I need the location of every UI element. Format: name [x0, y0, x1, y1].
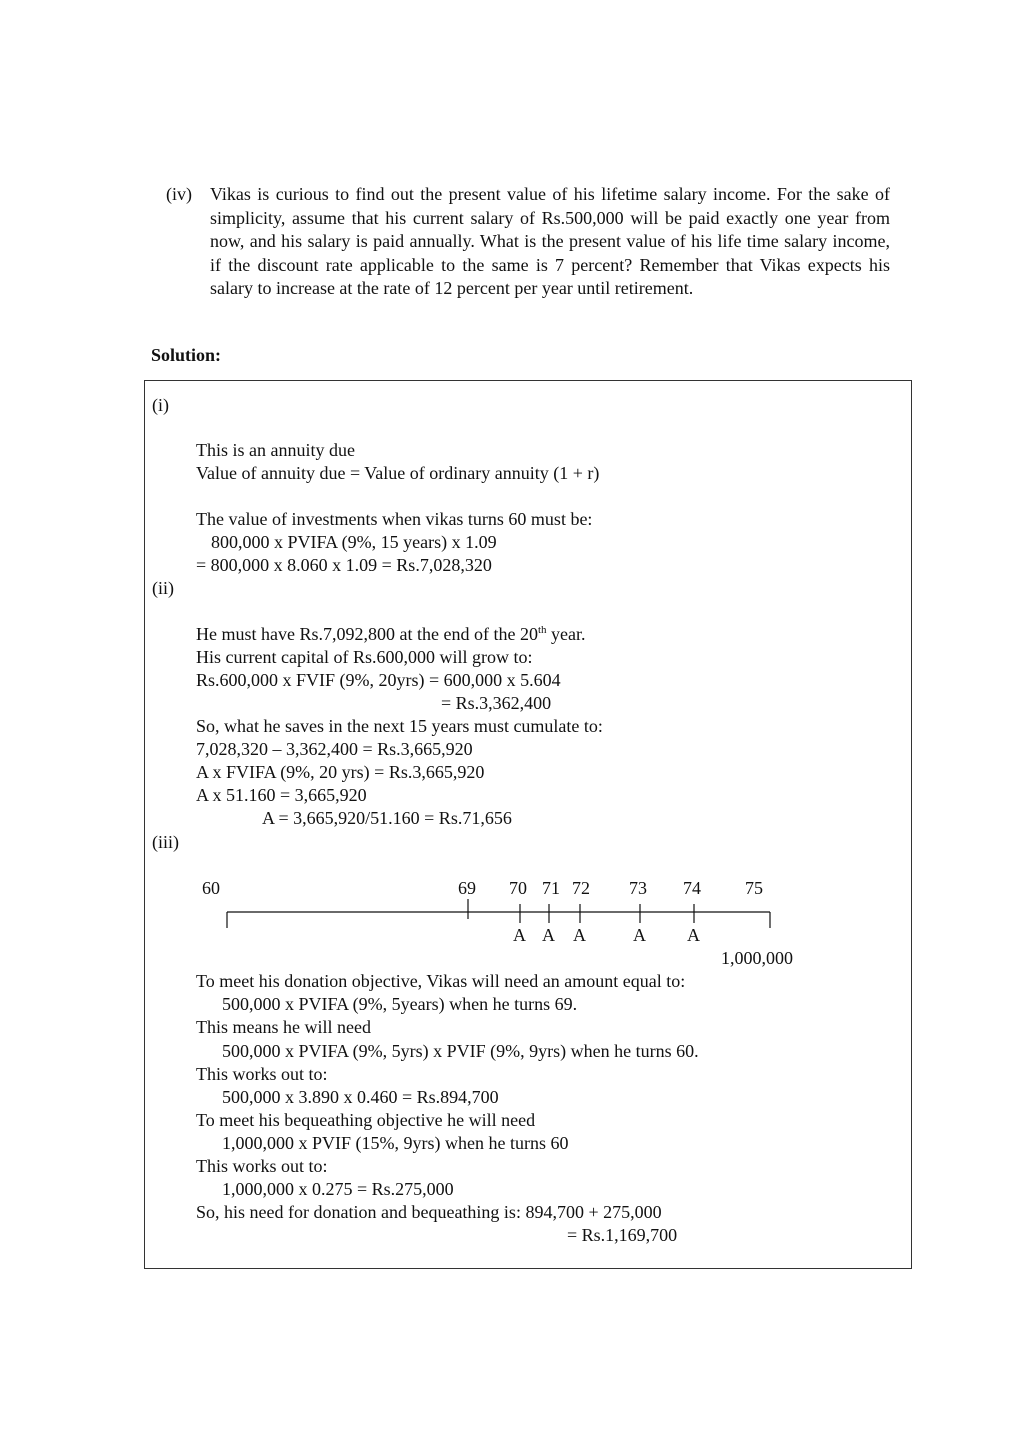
part-i-line: Value of annuity due = Value of ordinary annuity (1 + r)	[196, 463, 600, 483]
timeline-age-label: 69	[458, 878, 476, 898]
timeline-age-label: 73	[629, 878, 647, 898]
part-iii-line: 1,000,000 x PVIF (15%, 9yrs) when he turns 60	[222, 1133, 569, 1153]
question-text: Vikas is curious to find out the present value of his lifetime salary income. For the sake of simplicity, assume that his current salary of Rs.500,000 will be paid exactly one year from now, and his salary is paid annually. What is the present value of his life time salary income, if the discount rate applicable to the same is 7 percent? Remember that Vikas expects his salary to increase at the rate of 12 percent per year until retirement.	[210, 184, 890, 299]
timeline-age-label: 74	[683, 878, 701, 898]
part-ii-line: 7,028,320 – 3,362,400 = Rs.3,665,920	[196, 739, 473, 759]
part-iii-line: 500,000 x PVIFA (9%, 5yrs) x PVIF (9%, 9yrs) when he turns 60.	[222, 1041, 699, 1061]
timeline-payment-label: A	[542, 925, 555, 945]
part-i-line: The value of investments when vikas turns 60 must be:	[196, 509, 593, 529]
part-ii-line: A = 3,665,920/51.160 = Rs.71,656	[262, 808, 512, 828]
part-i-line: = 800,000 x 8.060 x 1.09 = Rs.7,028,320	[196, 555, 492, 575]
solution-title: Solution:	[151, 345, 222, 365]
part-ii-line: = Rs.3,362,400	[441, 693, 552, 713]
part-iii-label: (iii)	[152, 832, 179, 852]
part-iii-total: = Rs.1,169,700	[567, 1225, 678, 1245]
timeline-payment-label: A	[513, 925, 526, 945]
solution-box	[144, 380, 912, 1269]
timeline-payment-label: A	[687, 925, 700, 945]
part-iii-line: 500,000 x 3.890 x 0.460 = Rs.894,700	[222, 1087, 499, 1107]
timeline-age-label: 60	[202, 878, 220, 898]
part-iii-line: This means he will need	[196, 1017, 371, 1037]
timeline-age-label: 72	[572, 878, 590, 898]
timeline-final-amount: 1,000,000	[721, 948, 793, 968]
question-iv	[166, 183, 890, 301]
part-iii-line: To meet his donation objective, Vikas will need an amount equal to:	[196, 971, 686, 991]
part-iii-line: 500,000 x PVIFA (9%, 5years) when he turns 69.	[222, 994, 578, 1014]
part-ii-label: (ii)	[152, 578, 174, 598]
part-i-label: (i)	[152, 395, 169, 415]
part-iii-line: This works out to:	[196, 1156, 328, 1176]
timeline-age-label: 70	[509, 878, 527, 898]
part-iii-line: This works out to:	[196, 1064, 328, 1084]
part-iii-line: 1,000,000 x 0.275 = Rs.275,000	[222, 1179, 454, 1199]
part-ii-line: Rs.600,000 x FVIF (9%, 20yrs) = 600,000 x 5.604	[196, 670, 561, 690]
part-i-line: This is an annuity due	[196, 440, 355, 460]
timeline-age-label: 71	[542, 878, 560, 898]
part-ii-line: So, what he saves in the next 15 years must cumulate to:	[196, 716, 603, 736]
part-iii-line: So, his need for donation and bequeathing is: 894,700 + 275,000	[196, 1202, 662, 1222]
part-ii-line: His current capital of Rs.600,000 will grow to:	[196, 647, 533, 667]
part-ii-line: A x FVIFA (9%, 20 yrs) = Rs.3,665,920	[196, 762, 485, 782]
part-ii-line-first: He must have Rs.7,092,800 at the end of the 20th year.	[196, 624, 586, 644]
part-ii-line: A x 51.160 = 3,665,920	[196, 785, 367, 805]
question-label: (iv)	[166, 184, 192, 204]
timeline-age-label: 75	[745, 878, 763, 898]
timeline-payment-label: A	[573, 925, 586, 945]
timeline-payment-label: A	[633, 925, 646, 945]
part-i-line: 800,000 x PVIFA (9%, 15 years) x 1.09	[211, 532, 497, 552]
part-iii-line: To meet his bequeathing objective he will need	[196, 1110, 536, 1130]
